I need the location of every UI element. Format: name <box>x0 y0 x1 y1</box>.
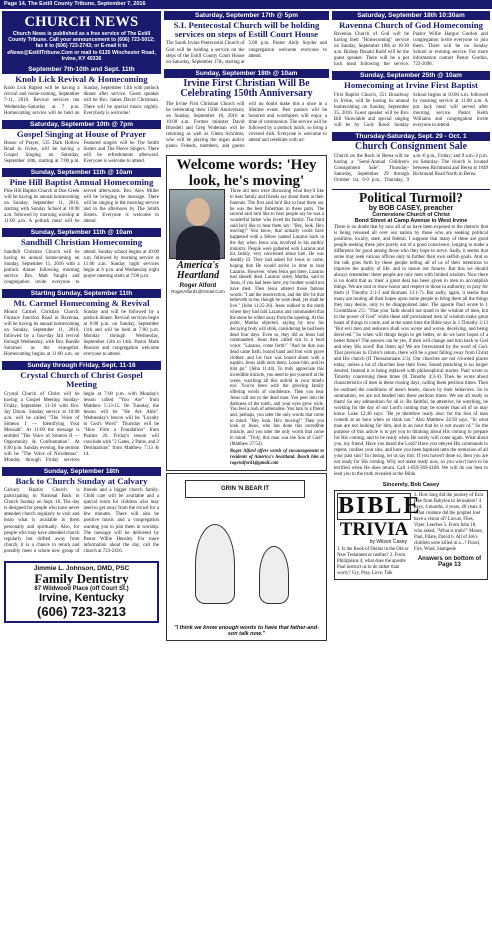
event-headline: S.I. Pentecostal Church will be holding services on steps of Estill Court House <box>173 20 320 40</box>
event-text: House of Prayer, 535 Dark Hollow Road in Irvine, will be having a Gospel Singing on Saturday, September 10th, starting at 7:00 p.m. Featured singers will be The Smith Sisters and The Pierce Singers. There will be refreshments afterward. Everyone is welcome to attend. <box>4 140 159 164</box>
column-author: Roger Alford <box>179 283 217 290</box>
event-headline: Irvine First Christian Will Be Celebrating 150th Anniversary <box>180 77 313 100</box>
event-date-bar: Starting Sunday, September 11th <box>2 289 161 298</box>
event-headline: Church Consignment Sale <box>354 140 468 152</box>
left-column <box>2 11 161 930</box>
event-headline: Homecoming at Irvine First Baptist <box>344 80 478 91</box>
right-column <box>332 11 490 930</box>
page-header: Page 14, The Estill County Tribune, September 7, 2016 <box>0 0 492 9</box>
church-news-info: Church News is published as a free service of The Estill County Tribune. Call your announcement to (606) 723-5012; fax it to (606) 723-2743; or E-mail it to eNews@EstillTribune.Com or mail to 6135 Winchester Road, Irvine, KY 40336 <box>7 31 156 62</box>
column-email: RogerAlford1@Gmail.Com <box>171 289 225 295</box>
event-date-bar: Sunday, September 25th @ 10am <box>332 71 490 80</box>
ad-title: Family Dentistry <box>34 570 129 586</box>
event-date-bar: Sunday, September 11th @ 10am <box>2 168 161 177</box>
event-text: Ravenna Church of God will be having their "Homecoming" service on Sunday, September 18th at 10:30 a.m. Bishop Donald Rudd will be the guest speaker. There will be a pot luck meal following the service. Pastor Willie Hargus Gordon and congregation invite everyone to join them. There will be no Sunday School or evening service. For more information contact Pastor Gordon, 723-2698. <box>334 32 488 68</box>
event-text: Pine Hill Baptist Church at Doe Creek will be having its annual homecoming on Sunday, September 11, 2016, starting with Sunday School at 10:00 a.m. followed by morning worship at 11:00 a.m. A potluck meal will be served afterwards. Bro. Alex Miller will be bringing the message. There will be singing in the morning service and in the afternoon by The Smith Sisters. Everyone is welcome to attend. <box>4 189 159 225</box>
event-text: Sandhill Christian Church will be having its annual homecoming on Sunday, September 11, 2016 with a potluck dinner following morning service. Bro. Matt Vaught and congregation invite everyone to attend. Sunday school begins at 10:00 a.m. followed by morning service at 11:00 a.m. Sunday night services begin at 6 p.m. and Wednesday night prayer meeting starts at 7:00 p.m. <box>4 249 159 285</box>
church-news-title: CHURCH NEWS <box>24 14 139 30</box>
cartoon <box>166 473 327 641</box>
event-headline: Back to Church Sunday at Calvary <box>15 476 148 487</box>
cartoon-sign: GRIN 'N BEAR IT <box>185 480 305 498</box>
event-headline: Mt. Carmel Homecoming & Revival <box>13 297 150 308</box>
event-date-bar: Sunday through Friday, Sept. 11-16 <box>2 361 161 370</box>
article-title: Political Turmoil? <box>359 189 463 205</box>
middle-column <box>164 11 329 930</box>
article-signature: Sincerely, Bob Casey <box>382 481 440 488</box>
event-date-bar: September 7th-10th and Sept. 11th <box>2 65 161 74</box>
event-headline: Crystal Church of Christ Gospel Meeting <box>20 370 143 390</box>
event-date-bar: Sunday, September 18th <box>2 467 161 476</box>
event-headline: Gospel Singing at House of Prayer <box>16 128 147 139</box>
event-date-bar: Saturday, September 10th @ 7pm <box>2 120 161 129</box>
article-location: Bond Street at Camp Avenue in West Irvine <box>354 217 468 224</box>
column-title: Welcome words: 'Hey look, he's moving' <box>176 156 317 189</box>
event-date-bar: Sunday, September 11th @ 10am <box>2 228 161 237</box>
ad-phone: (606) 723-3213 <box>37 603 126 619</box>
church-news-masthead <box>2 11 161 65</box>
cartoon-father-figure <box>195 524 235 604</box>
event-date-bar: Saturday, September 18th 10:30am <box>332 11 490 20</box>
trivia-title-trivia: TRIVIA <box>339 519 409 541</box>
event-date-bar: Thursday-Saturday, Sept. 29 - Oct. 1 <box>332 132 490 141</box>
event-text: The Irvine First Christian Church will be celebrating their 150th Anniversary on Sunday, September 18, 2016 at 10:00 a.m. Former minister David Blondell and Greg Wideman will be returning as well as Glenn Schrimer, who will be playing the organ and/or piano. Friends, members, and guests will no doubt make this a once in a lifetime event. Past pastors will be honored and worshipers will enjoy a time of communion. The service will be followed by a potluck lunch, so bring a covered dish. Everyone is welcome to attend and celebrate with us! <box>166 101 327 149</box>
event-text: Knob Lick Baptist will be having a revival and home-coming, September 7-11, 2016. Revival services run Wednesday-Saturday at 7 p.m. Homecoming service will be held on Sunday, September 11th with potluck dinner after service. Guest speaker will be Bro. James David Christman. There will be special music nightly. Everybody is welcome! <box>4 86 159 116</box>
event-text: Crystal Church of Christ will be having a Gospel Meeting Sunday-Friday, September 11-16 with Bro. Jay Dixon. Sunday service at 10:00 a.m. will be called "The Voice of Simeon I — Identifying Your Messiah". At 11:00 the message is entitled "The Voice of Simeon II — Opportunity & Confrontation". At 6:00 p.m. Sunday evening, the sermon will be "The Voice of Nicodemus". Monday through Friday services begin at 7:00 p.m. with Monday's lesson called "You Are" from Matthew 5:13-15. On Tuesday, the lesson will be "He Are Able". Wednesday's lesson will be "Loyalty to God's Word". Thursday will be "How Firm a Foundation" from Psalms 26. Friday's lesson will conclude with "2 Gates, 2 Paths, and 2 Destinations" from Matthew 7:13 & 14. <box>4 391 159 464</box>
ad-city: Irvine, Kentucky <box>39 591 124 604</box>
article-text: There is no doubt that by now all of us have been exposed to the rhetoric that is being released all over our nation by those who are seeking political positions, locally, state, and federal. I suppose that many of these are good people seeking these jobs purely out of a good conscience, longing to make a difference for good among those who they hope to serve. Sadly, it seems that some may seek various offices only to further their own selfish goals. And so the talk goes forth by these people telling all of us of their intentions to improve the quality of life, and to insure our futures. But this we should always remember: these people are only men with limited wisdom. Now there is no doubt that as 'men' a great deal has been given to men to accomplish things. We are told to show honor and respect to those in authority, to pray for them (1 Timothy 2:1-3 and Romans 13:1-7). But sadly, again, it seems that many are touting all their hopes upon some people to bring them all the things they may desire, only to be disappointed later. The apostle Paul wrote to 1 Corinthians 2:5: "That your faith should not stand in the wisdom of men, but in the power of God" while these self proclaimed men of wisdom make great boast of things to come, and at the same time the Bible says in 1 Timothy 3:13 "But evil men and seducers shall wax worse and worse, deceiving, and being deceived." So when will things begin to get better, or do we have hopes of a better future? The answer can be yes, if men will change and turn back to God and obey His word! But listen up! We are forewarned by the word of God. That previous to Christ's return, there will be a great falling away from Christ and His church (II Thessalonians 2:3). Our churches are not crowded places today, unless a lot of churches lose their lives. Sound preaching is no longer desired. Instead it is being replaced with philosophical stories. Paul wrote to Timothy concerning these times (II Timothy 4:3-4). Then he wrote about characteristics of men in these closing days, calling them perilous times. Then he outlined the conditions of men's hearts, shown by their behaviors. So in summation, we are not headed into these perilous times. We are all ready in them! So any admonition for all is: Be faithful, be attentive, be watching, be working for the day of our Lord's coming may be sooner than all of us may know. Luke 12:40 says: "Be ye therefore ready also: for the Son of man cometh at an hour when ye think not." Also Matthew 24:50 says, "In what man are not looking for him, and in an hour that he is not aware of." So the purpose of this article is to get you to thinking about His coming to prepare for His coming, and to be ready when He surely will come again. What about you, my friend. Have you heard the Lord? Have you obeyed His commands to repent, confess your sins, and have you been baptized unto the remission of all your past sins? In closing, let us say this: If you haven't done so, then you are not ready for His coming. Why not make ready now, so you won't have to be terrified when He does return. Call 1-859-369-4168. We will do our best to lead you to the truth revealed in the Bible. <box>334 224 488 477</box>
trivia-byline: by Wilson Casey <box>369 539 407 546</box>
ad-address: 87 Wildwood Place (off Court St.) <box>34 585 129 592</box>
article-author: by BOB CASEY, preacher <box>368 204 454 212</box>
trivia-title-bible: BIBLE <box>338 492 422 519</box>
cartoon-caption: "I think we know enough words to have that father-and-son talk now." <box>173 624 319 637</box>
author-photo <box>169 189 225 259</box>
event-text: The South Irvine Pentecostal Church of God will be holding a service on the steps of the Estill County Court House on Saturday, September 17th, starting at 5:00 p.m. Pastor Andy Snyder and congregation welcome everyone to attend. <box>166 41 327 65</box>
cartoon-son-figure <box>259 546 289 604</box>
event-headline: Ravenna Church of God Homecoming <box>338 20 483 30</box>
column-article <box>166 155 327 471</box>
event-headline: Pine Hill Baptist Annual Homecoming <box>9 176 154 187</box>
event-text: First Baptist Church, 351 Broadway in Irvine, will be having its annual homecoming on Sunday, September 25, 2016. Guest speaker will be Bro. Bill Vanwinkle and special singing will be by Cody Rood. Sunday School begins at 10:00 a.m. followed by morning service at 11:00 a.m. A pot luck meal will served after morning service. Pastor Keith Williams and congregation invite everyone to attend. <box>334 92 488 128</box>
column-body: Three old men were discussing what they'd like to hear family and friends say about them at their funerals. The first said he'd like to hear them say he was the best fisherman in these parts. The second said he'd like to hear people say he was a wonderful father who loved his family. The third said he'd like to hear them say: "Hey, look. He's moving!" You know, that actually could have happened with a fellow named Lazarus back in the day when Jesus was involved in his earthly ministry. People were gathered with Lazarus and his family, very concerned about him. He was deathly ill. They had asked for Jesus to come, hoping that He would arrive in time to heal Lazarus. However, when Jesus got there, Lazarus had already died. Lazarus' sister, Martha, said to Jesus, if you had been here, my brother would not have died. Then Jesus uttered those famous words: "I am the resurrection, and the life: he that believeth in me, though he were dead, yet shall he live." (John 11:25-26). Jesus walked to the tomb where they had laid Lazarus and commanded that the stone be rolled away from the opening. At this point, Martha objected, saying by now his decaying body will stink, considering he had been dead four days. Even so, they did as Jesus had commanded. Jesus then called out in a loud voice: "Lazarus, come forth!" "And he that was dead came forth, bound hand and foot with grave clothes: and his face was bound about with a napkin. Jesus saith unto them, Loose him, and let him go." (John 11:44). To truly appreciate this incredible miracle, you need to put yourself at the scene, watching all this unfold in your mind's eye. You've been with the grieving family offering words of condolence. Then you hear Jesus call out to the dead man. You peer into the darkness of the tomb, and your eyes grow wide. You feel a rush of adrenaline. You turn to a friend and, perhaps, you utter the only words that come to mind: "Hey look. He's moving!" Then you look at Jesus, who has done this incredible miracle, and you utter the only words that come to mind: "Truly, this man was the Son of God!" (Matthew 27:54). <box>230 189 324 447</box>
event-date-bar: Sunday, September 18th @ 10am <box>164 69 329 78</box>
event-text: Mount Carmel Christian Church, Furnace Junction Road in Ravenna, will be having its annual homecoming on Sunday, September 11, 2016, followed by a four-day fall revival through Wednesday, with Bro. Randle Solomon as the evangelist. Homecoming begins at 11:00 a.m. on Sunday and will be followed by a potluck dinner. Revival services begin at 6:00 p.m. on Sunday, September 11th and will be held at 7:00 p.m. Monday through Wednesday, September 12th to 14th. Pastor Mark Pearson and congregation welcome everyone to attend. <box>4 310 159 358</box>
ad-dentist-name: Jimmie L. Johnson, DMD, PSC <box>33 564 130 572</box>
event-headline: Knob Lick Revival & Homecoming <box>15 74 148 85</box>
column-name: America's Heartland <box>176 260 220 282</box>
bible-trivia <box>334 490 488 580</box>
trivia-questions-right: 3. How long did the journey of Ezra take from Babylon to Jerusalem? 4 days, 4 months, 4 years, 40 years 4. What creature did the prophet Joel have a vision of? Locust, Flies, Viper, Leeches 5. From John 18, who asked, "What is truth?" Moses, Paul, Pilate, David 6. All of Job's children were killed in a...? Flood, Fire, Wind, Stampede <box>414 492 484 552</box>
event-text: Calvary Baptist Church is participating in National Back to Church Sunday on Sept. 18. The day is designed for people who have never attended church regularly to visit and learn what is available to them personally and spiritually. Also, for people who may have attended church regularly but drifted away from church, it is a chance to return and possibly meet a whole new group of friends and a bigger church family. Child care will be available and a special room for children who may need to get away from the crowd for a few minutes. There will also be positive music and a congregation wanting you to join them in worship. The message will be delivered by Pastor Willie Hensley. For more information about the day, call the church at 723-2416. <box>4 488 159 554</box>
trivia-answers: Answers on bottom of Page 13 <box>417 555 482 568</box>
dentistry-ad <box>4 561 159 623</box>
event-date-bar: Saturday, September 17th @ 5pm <box>164 11 329 20</box>
event-headline: Sandhill Christian Homecoming <box>20 237 143 248</box>
column-footer: Roger Alford offers words of encouragement to residents of America's heartland. Reach him at rogeralford1@gmail.com <box>230 449 324 466</box>
event-text: Church on the Rock in Berea will be having a "Semi-Annual Children's Consignment Sale". Thursday-Saturday, September 29 through October 1st, 6-9 p.m., Thursday, 9 a.m.-6 p.m., Friday; and 9 a.m.-2 p.m. on Saturday. The church is located between Richmond and Berea at 1049 Richmond Road North in Berea. <box>334 154 488 184</box>
article-church: Cornerstone Church of Christ <box>372 211 450 218</box>
trivia-questions-left: 1. Is the Book of Derius in the Old or New Testament or neither? 2. From Philippians 4, what does the apostle Paul instruct us to do rather than worry? Cry, Pray, Love, Talk <box>337 547 409 577</box>
